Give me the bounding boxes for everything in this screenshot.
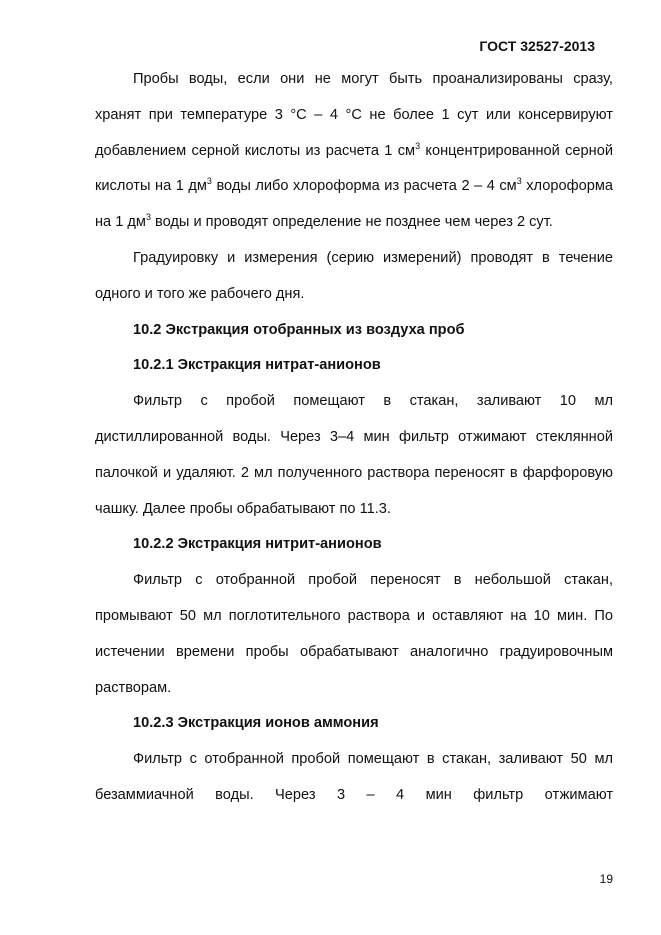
section-heading-10-2-2: 10.2.2 Экстракция нитрит-анионов [133, 536, 382, 553]
page-body [95, 62, 613, 814]
paragraph-text: хлороформа на 1 дм [95, 178, 613, 231]
paragraph-text: воды либо хлороформа из расчета 2 – 4 см [211, 178, 517, 195]
paragraph-text: воды и проводят определение не позднее чем через 2 сут. [150, 214, 553, 231]
paragraph-text: Пробы воды, если они не могут быть проанализированы сразу, хранят при температуре 3 °С – 4 °С не более 1 сут или консервируют добавлением серной кислоты из расчета 1 см [95, 71, 613, 159]
paragraph-water-storage [95, 62, 613, 241]
paragraph-nitrate-extraction: Фильтр с пробой помещают в стакан, заливают 10 мл дистиллированной воды. Через 3–4 мин фильтр отжимают стеклянной палочкой и удаляют. 2 мл полученного раствора переносят в фарфоровую чашку. Далее пробы обрабатывают по 11.3. [95, 393, 613, 517]
superscript: 3 [415, 140, 421, 151]
section-heading-10-2: 10.2 Экстракция отобранных из воздуха проб [133, 321, 465, 338]
document-id: ГОСТ 32527-2013 [479, 38, 595, 54]
paragraph-nitrite-extraction: Фильтр с отобранной пробой переносят в небольшой стакан, промывают 50 мл поглотительного раствора и оставляют на 10 мин. По истечении времени пробы обрабатывают аналогично градуировочным растворам. [95, 572, 613, 696]
section-heading-10-2-3: 10.2.3 Экстракция ионов аммония [133, 715, 379, 732]
section-heading-10-2-1: 10.2.1 Экстракция нитрат-анионов [133, 357, 381, 374]
superscript: 3 [206, 176, 212, 187]
superscript: 3 [516, 176, 522, 187]
paragraph-calibration: Градуировку и измерения (серию измерений) проводят в течение одного и того же рабочего дня. [95, 249, 613, 302]
paragraph-ammonium-extraction: Фильтр с отобранной пробой помещают в стакан, заливают 50 мл безаммиачной воды. Через 3 – 4 мин фильтр отжимают [95, 751, 613, 803]
superscript: 3 [145, 212, 151, 223]
paragraph-text: концентрированной серной кислоты на 1 дм [95, 142, 613, 195]
page-number: 19 [599, 872, 613, 886]
